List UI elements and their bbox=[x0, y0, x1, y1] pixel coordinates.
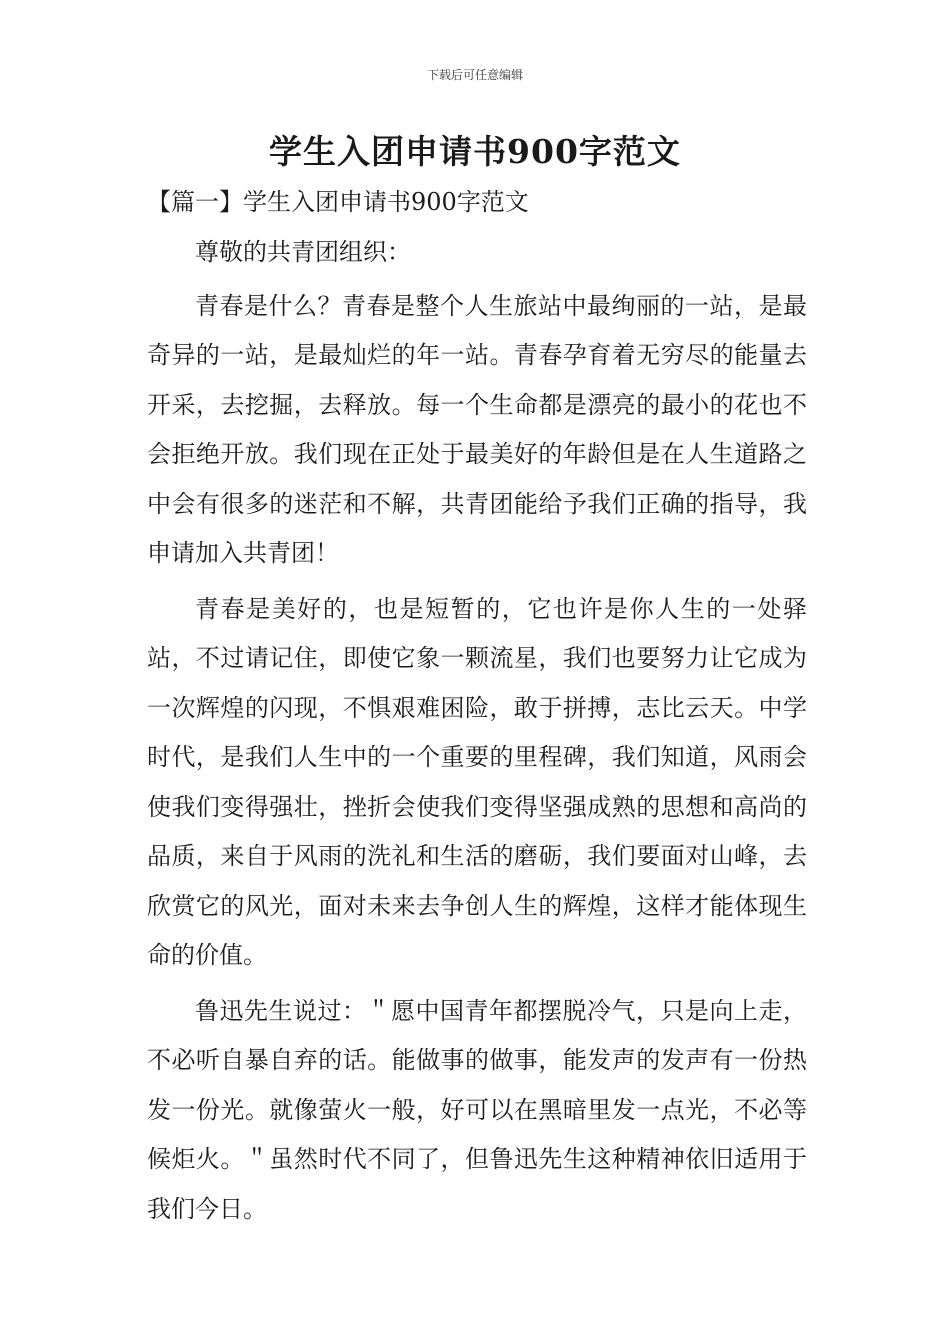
document-title: 学生入团申请书900字范文 bbox=[269, 132, 681, 171]
paragraph-3: 鲁迅先生说过：＂愿中国青年都摆脱冷气，只是向上走，不必听自暴自弃的话。能做事的做事，能发声的发声有一份热发一份光。就像萤火一般，好可以在黑暗里发一点光，不必等候炬火。＂虽然时代不同了，但鲁迅先生这种精神依旧适用于我们今日。 bbox=[147, 996, 807, 1223]
header-note: 下载后可任意编辑 bbox=[426, 68, 523, 82]
paragraph-1: 青春是什么？青春是整个人生旅站中最绚丽的一站，是最奇异的一站，是最灿烂的年一站。青春孕育着无穷尽的能量去开采，去挖掘，去释放。每一个生命都是漂亮的最小的花也不会拒绝开放。我们现在正处于最美好的年龄但是在人生道路之中会有很多的迷茫和不解，共青团能给予我们正确的指导，我申请加入共青团！ bbox=[147, 291, 807, 567]
paragraph-2: 青春是美好的，也是短暂的，它也许是你人生的一处驿站，不过请记住，即使它象一颗流星，我们也要努力让它成为一次辉煌的闪现，不惧艰难困险，敢于拼搏，志比云天。中学时代，是我们人生中的一个重要的里程碑，我们知道，风雨会使我们变得强壮，挫折会使我们变得坚强成熟的思想和高尚的品质，来自于风雨的洗礼和生活的磨砺，我们要面对山峰，去欣赏它的风光，面对未来去争创人生的辉煌，这样才能体现生命的价值。 bbox=[147, 594, 807, 969]
salutation: 尊敬的共青团组织： bbox=[195, 238, 411, 266]
section-heading: 【篇一】学生入团申请书900字范文 bbox=[147, 188, 529, 216]
document-body bbox=[147, 228, 807, 1240]
